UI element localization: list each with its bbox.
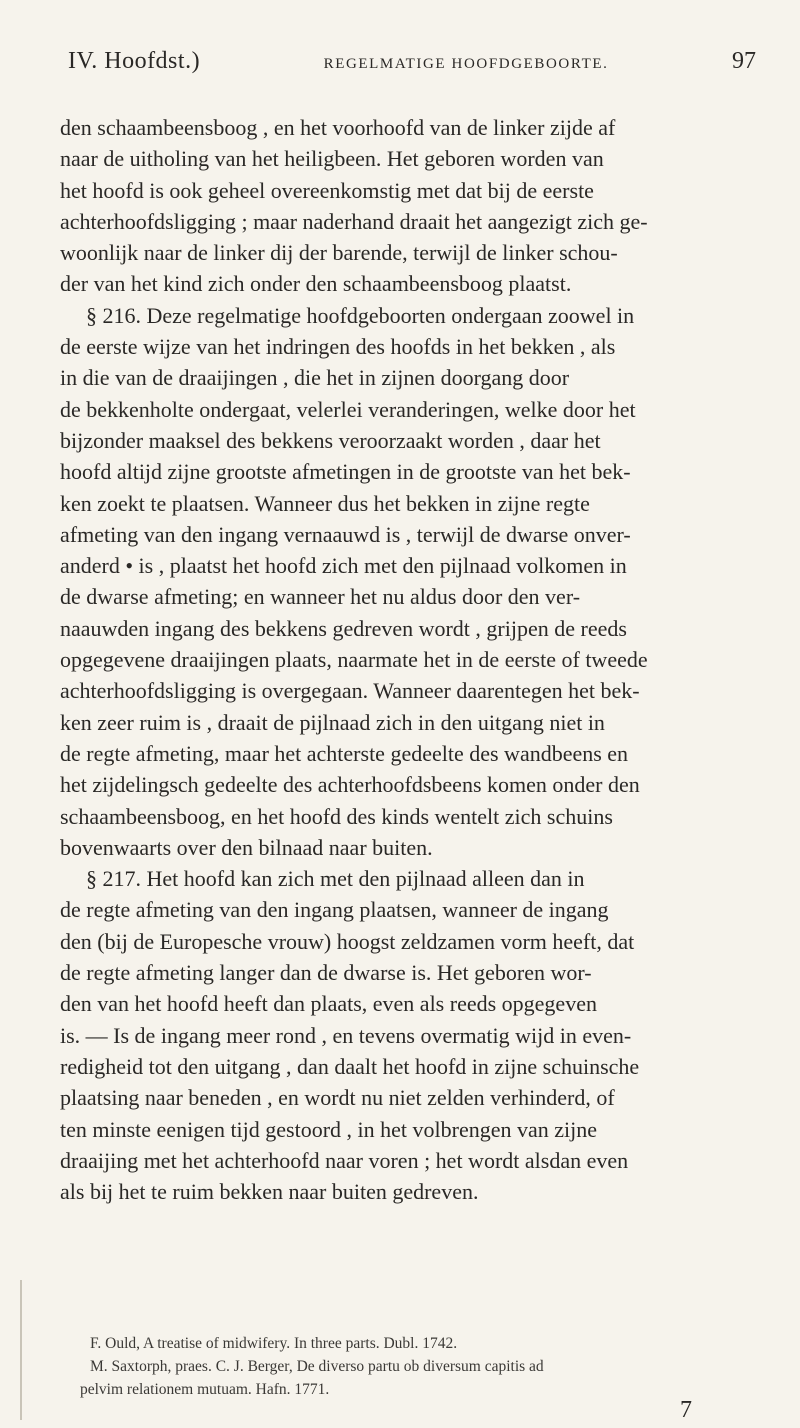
text-line: den (bij de Europesche vrouw) hoogst zeldzamen vorm heeft, dat [60,928,635,954]
text-line: ten minste eenigen tijd gestoord , in het volbrengen van zijne [60,1116,598,1142]
text-line: schaambeensboog, en het hoofd des kinds wentelt zich schuins [60,803,613,829]
text-line: plaatsing naar beneden , en wordt nu niet zelden verhinderd, of [60,1085,615,1111]
text-line: het zijdelingsch gedeelte des achterhoofdsbeens komen onder den [60,772,640,798]
text-line: bovenwaarts over den bilnaad naar buiten. [60,834,433,860]
text-line: naar de uitholing van het heiligbeen. Het geboren worden van [60,146,604,172]
text-line: achterhoofdsligging ; maar naderhand draait het aangezigt zich ge- [60,208,648,234]
running-title: REGELMATIGE HOOFDGEBOORTE. [323,56,609,72]
text-line: de dwarse afmeting; en wanneer het nu aldus door den ver- [60,584,581,610]
text-line: naauwden ingang des bekkens gedreven wordt , grijpen de reeds [60,615,627,641]
margin-shadow [20,1280,22,1420]
running-header [68,48,756,88]
text-line: het hoofd is ook geheel overeenkomstig met dat bij de eerste [60,177,594,203]
footnotes [80,1332,750,1401]
text-line: bijzonder maaksel des bekkens veroorzaakt worden , daar het [60,427,601,453]
text-line: redigheid tot den uitgang , dan daalt het hoofd in zijne schuinsche [60,1053,640,1079]
text-line: de regte afmeting langer dan de dwarse is. Het geboren wor- [60,960,592,986]
text-line: den van het hoofd heeft dan plaats, even als reeds opgegeven [60,991,597,1017]
text-line: den schaambeensboog , en het voorhoofd van de linker zijde af [60,115,616,140]
text-line: is. — Is de ingang meer rond , en tevens overmatig wijd in even- [60,1022,632,1048]
body-text [60,112,756,1207]
text-line: ken zeer ruim is , draait de pijlnaad zich in den uitgang niet in [60,709,605,735]
text-line: anderd • is , plaatst het hoofd zich met den pijlnaad volkomen in [60,553,627,579]
text-line: opgegevene draaijingen plaats, naarmate het in de eerste of tweede [60,647,648,673]
text-line: als bij het te ruim bekken naar buiten gedreven. [60,1179,479,1205]
text-line: de regte afmeting van den ingang plaatsen, wanneer de ingang [60,897,609,923]
text-line: hoofd altijd zijne grootste afmetingen in de grootste van het bek- [60,459,631,485]
text-line: de bekkenholte ondergaat, velerlei veranderingen, welke door het [60,396,636,422]
text-line: woonlijk naar de linker dij der barende, terwijl de linker schou- [60,240,618,266]
text-line: achterhoofdsligging is overgegaan. Wanneer daarentegen het bek- [60,678,640,704]
text-line: de eerste wijze van het indringen des hoofds in het bekken , als [60,334,616,360]
section-216-start: § 216. Deze regelmatige hoofdgeboorten ondergaan zoowel in [86,302,635,328]
text-line: in die van de draaijingen , die het in zijnen doorgang door [60,365,570,391]
text-line: draaijing met het achterhoofd naar voren ; het wordt alsdan even [60,1147,629,1173]
text-line: der van het kind zich onder den schaambeensboog plaatst. [60,271,572,297]
section-217-start: § 217. Het hoofd kan zich met den pijlnaad alleen dan in [86,866,585,892]
text-line: ken zoekt te plaatsen. Wanneer dus het bekken in zijne regte [60,490,590,516]
page-number: 97 [731,48,756,74]
footnote: F. Ould, A treatise of midwifery. In three parts. Dubl. 1742. [90,1335,458,1352]
signature-mark: 7 [680,1397,692,1423]
footnote: M. Saxtorph, praes. C. J. Berger, De diverso partu ob diversum capitis ad [90,1358,544,1375]
text-line: afmeting van den ingang vernaauwd is , terwijl de dwarse onver- [60,521,631,547]
text-line: de regte afmeting, maar het achterste gedeelte des wandbeens en [60,740,629,766]
chapter-label: IV. Hoofdst.) [68,48,201,74]
footnote-continuation: pelvim relationem mutuam. Hafn. 1771. [80,1381,330,1398]
